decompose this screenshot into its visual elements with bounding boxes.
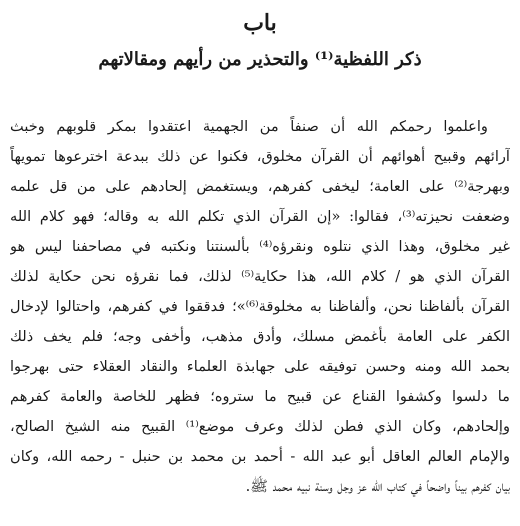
body-line: غير مخلوق، وهذا الذي نتلوه ونقرؤه⁽⁴⁾ بألسنتنا ونكتبه في مصاحفنا ليس هو — [10, 238, 510, 255]
chapter-label: باب — [243, 10, 277, 36]
body-line: آرائهم وقبيح أهوائهم أن القرآن مخلوق، فكنوا عن ذلك ببدعة اخترعوها تمويهاً — [10, 148, 510, 165]
body-line: القرآن بألفاظنا نحن، وألفاظنا به مخلوقة⁽⁶⁾»؛ فدققوا في كفرهم، واحتالوا لإدخال — [10, 298, 510, 315]
body-line: واعلموا رحمكم الله أن صنفاً من الجهمية اعتقدوا بمكر قلوبهم وخبث — [10, 118, 488, 135]
body-line: وبهرجة⁽²⁾ على العامة؛ ليخفى كفرهم، ويستغمض إلحادهم على من قل علمه — [10, 178, 510, 195]
body-line: القرآن الذي هو / كلام الله، هذا حكاية⁽⁵⁾ لذلك، فما نقرؤه نحن حكاية لذلك — [10, 268, 510, 285]
body-line: والإمام العالم العاقل أبو عبد الله - أحمد بن محمد بن حنبل - رحمه الله، وكان — [10, 448, 510, 465]
body-line: وإلحادهم، وكان الذي فطن لذلك وعرف موضع⁽¹⁾ القبيح منه الشيخ الصالح، — [10, 418, 510, 435]
chapter-title: ذكر اللفظية⁽¹⁾ والتحذير من رأيهم ومقالاتهم — [98, 49, 422, 70]
body-text — [10, 112, 510, 502]
body-line: بيان كفرهم بيناً واضحاً في كتاب الله عز وجل وسنة نبيه محمد ﷺ. — [245, 478, 510, 495]
body-line: الكفر على العامة بأغمض مسلك، وأدق مذهب، وأخفى وجه؛ فلم يخف ذلك — [10, 328, 510, 345]
body-line: بحمد الله ومنه وحسن توفيقه على جهابذة العلماء والنقاد العقلاء حتى بهرجوا — [10, 358, 510, 375]
body-line: وضعفت نحيزته⁽³⁾، فقالوا: «إن القرآن الذي تكلم الله به وقاله؛ فهو كلام الله — [10, 208, 510, 225]
body-line: ما دلسوا وكشفوا القناع عن قبيح ما ستروه؛ فظهر للخاصة والعامة كفرهم — [10, 388, 510, 405]
